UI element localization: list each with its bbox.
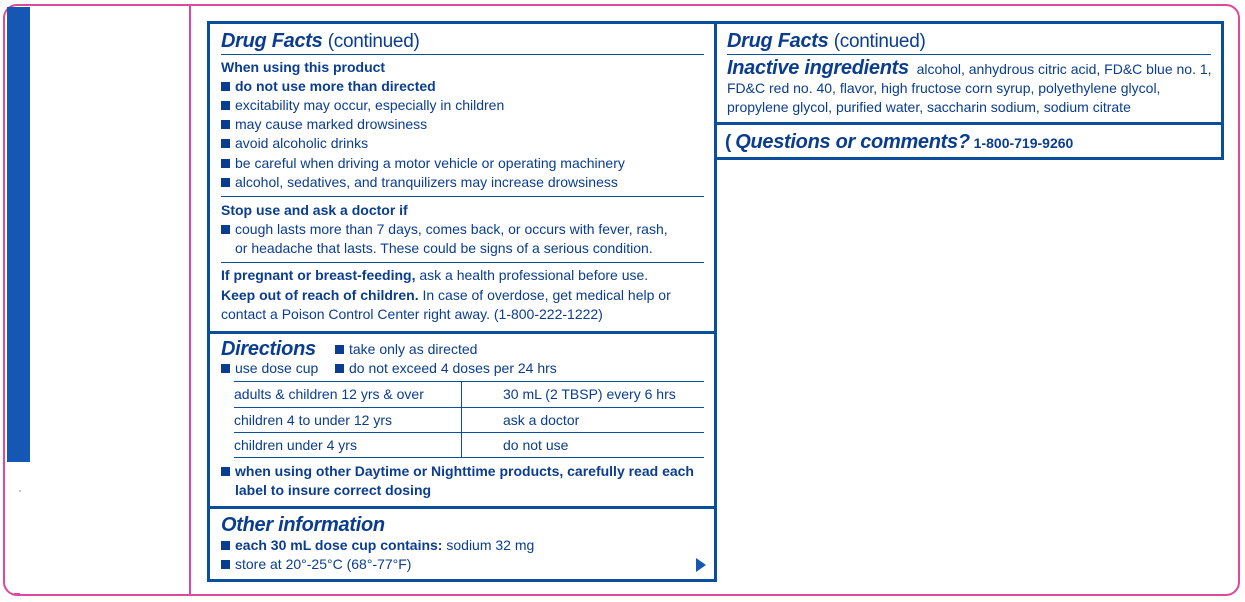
inactive-ingredients: Inactive ingredients alcohol, anhydrous citric acid, FD&C blue no. 1, <box>727 57 1212 79</box>
dosage-table-top <box>234 381 704 382</box>
phone-icon: ( <box>725 132 732 153</box>
fold-line <box>189 5 191 596</box>
phone-number: 1-800-719-9260 <box>973 135 1074 151</box>
section-divider <box>221 196 704 197</box>
when-using-heading: When using this product <box>221 59 386 75</box>
inactive-ingredients-cont: FD&C red no. 40, flavor, high fructose corn syrup, polyethylene glycol, <box>727 80 1161 96</box>
inactive-ingredients-cont: propylene glycol, purified water, saccharin sodium, sodium citrate <box>727 99 1131 115</box>
dosage-age-cell: children 4 to under 12 yrs <box>234 412 392 428</box>
directions-note: when using other Daytime or Nighttime products, carefully read each <box>221 462 694 481</box>
dosage-age-cell: children under 4 yrs <box>234 437 357 453</box>
other-info-title: Other information <box>221 514 385 536</box>
directions-title: Directions <box>221 338 316 360</box>
dosage-age-cell: adults & children 12 yrs & over <box>234 386 424 402</box>
title-divider <box>221 54 704 55</box>
directions-divider <box>210 331 714 334</box>
dosage-table-bottom <box>234 457 704 458</box>
print-mark-bottom <box>14 593 20 595</box>
dosage-row-divider <box>234 432 704 433</box>
drug-facts-left-panel <box>207 21 717 582</box>
title-divider <box>727 54 1211 55</box>
dosage-dose-cell: ask a doctor <box>503 412 580 428</box>
pregnant-warning: If pregnant or breast-feeding, ask a health professional before use. <box>221 267 649 283</box>
stop-use-item: cough lasts more than 7 days, comes back, or occurs with fever, rash, <box>221 220 668 239</box>
warning-item: may cause marked drowsiness <box>221 115 427 134</box>
keep-out-warning: Keep out of reach of children. In case of overdose, get medical help or <box>221 287 671 303</box>
warning-item: excitability may occur, especially in children <box>221 96 504 115</box>
panel-title: Drug Facts (continued) <box>221 30 420 52</box>
dosage-row-divider <box>234 407 704 408</box>
directions-note-cont: label to insure correct dosing <box>235 482 432 498</box>
warning-item: be careful when driving a motor vehicle or operating machinery <box>221 154 625 173</box>
stop-use-item-cont: or headache that lasts. These could be signs of a serious condition. <box>235 240 653 256</box>
warning-item: do not use more than directed <box>221 77 436 96</box>
dosage-table-column-divider <box>461 381 462 458</box>
panel-title: Drug Facts (continued) <box>727 30 926 52</box>
dosage-dose-cell: 30 mL (2 TBSP) every 6 hrs <box>503 386 676 402</box>
directions-item: do not exceed 4 doses per 24 hrs <box>335 359 557 378</box>
continue-arrow-icon <box>696 558 706 572</box>
dosage-dose-cell: do not use <box>503 437 569 453</box>
section-divider <box>221 262 704 263</box>
print-mark <box>19 490 21 492</box>
keep-out-warning-cont: contact a Poison Control Center right away. (1-800-222-1222) <box>221 306 603 322</box>
other-info-item: each 30 mL dose cup contains: sodium 32 mg <box>221 536 534 555</box>
other-info-divider <box>210 506 714 509</box>
stop-use-heading: Stop use and ask a doctor if <box>221 202 408 218</box>
drug-facts-right-panel <box>714 21 1224 125</box>
brand-color-bar <box>7 7 30 462</box>
warning-item: alcohol, sedatives, and tranquilizers may increase drowsiness <box>221 173 618 192</box>
questions-panel <box>714 122 1224 160</box>
other-info-item: store at 20°-25°C (68°-77°F) <box>221 555 411 574</box>
questions-line: ( Questions or comments? 1-800-719-9260 <box>725 131 1074 153</box>
warning-item: avoid alcoholic drinks <box>221 134 368 153</box>
directions-item: take only as directed <box>335 340 477 359</box>
directions-item: use dose cup <box>221 359 318 378</box>
